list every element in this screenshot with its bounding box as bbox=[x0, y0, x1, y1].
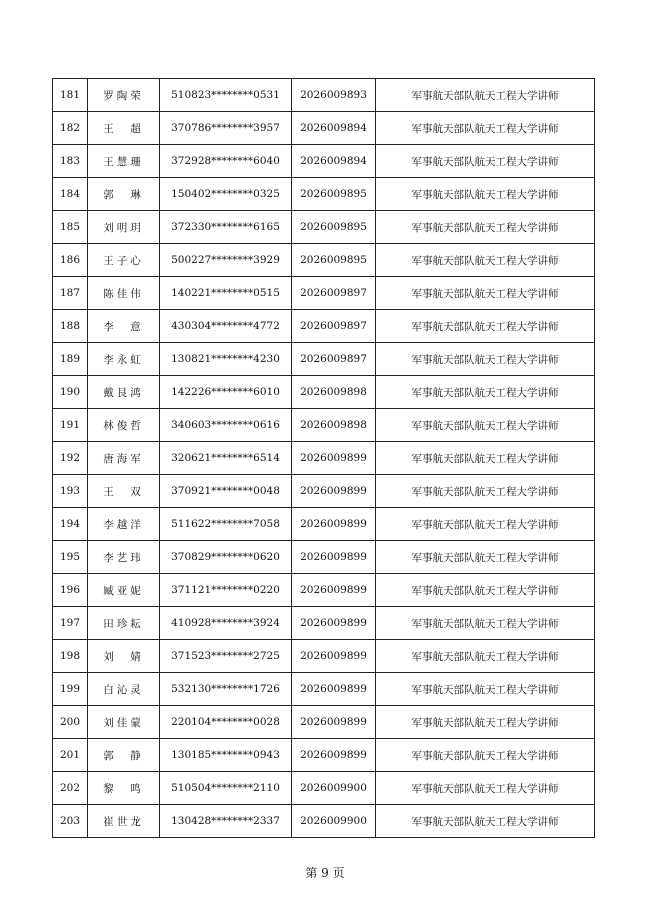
name-cell: 臧亚妮 bbox=[88, 574, 160, 607]
name-cell: 罗陶荣 bbox=[88, 79, 160, 112]
id-number-cell: 370921********0048 bbox=[160, 475, 292, 508]
exam-code-cell: 2026009900 bbox=[292, 805, 376, 838]
row-number-cell: 194 bbox=[53, 508, 88, 541]
exam-code-cell: 2026009899 bbox=[292, 673, 376, 706]
id-number-cell: 220104********0028 bbox=[160, 706, 292, 739]
exam-code-cell: 2026009899 bbox=[292, 706, 376, 739]
unit-position-cell: 军事航天部队航天工程大学讲师 bbox=[376, 739, 595, 772]
table-row bbox=[53, 178, 595, 211]
row-number-cell: 188 bbox=[53, 310, 88, 343]
exam-code-cell: 2026009897 bbox=[292, 343, 376, 376]
name-cell: 田珍耘 bbox=[88, 607, 160, 640]
row-number-cell: 192 bbox=[53, 442, 88, 475]
table-row bbox=[53, 112, 595, 145]
id-number-cell: 372928********6040 bbox=[160, 145, 292, 178]
name-cell: 王 超 bbox=[88, 112, 160, 145]
row-number-cell: 182 bbox=[53, 112, 88, 145]
id-number-cell: 511622********7058 bbox=[160, 508, 292, 541]
id-number-cell: 142226********6010 bbox=[160, 376, 292, 409]
name-cell: 刘明玥 bbox=[88, 211, 160, 244]
table-row bbox=[53, 211, 595, 244]
candidate-table bbox=[52, 78, 595, 838]
name-cell: 唐海军 bbox=[88, 442, 160, 475]
row-number-cell: 198 bbox=[53, 640, 88, 673]
exam-code-cell: 2026009899 bbox=[292, 739, 376, 772]
table-row bbox=[53, 79, 595, 112]
unit-position-cell: 军事航天部队航天工程大学讲师 bbox=[376, 475, 595, 508]
exam-code-cell: 2026009897 bbox=[292, 310, 376, 343]
unit-position-cell: 军事航天部队航天工程大学讲师 bbox=[376, 541, 595, 574]
unit-position-cell: 军事航天部队航天工程大学讲师 bbox=[376, 640, 595, 673]
row-number-cell: 185 bbox=[53, 211, 88, 244]
name-cell: 王慧珊 bbox=[88, 145, 160, 178]
row-number-cell: 203 bbox=[53, 805, 88, 838]
table-row bbox=[53, 310, 595, 343]
exam-code-cell: 2026009899 bbox=[292, 640, 376, 673]
unit-position-cell: 军事航天部队航天工程大学讲师 bbox=[376, 442, 595, 475]
table-row bbox=[53, 475, 595, 508]
name-cell: 戴艮鸿 bbox=[88, 376, 160, 409]
table-row bbox=[53, 706, 595, 739]
name-cell: 白沁灵 bbox=[88, 673, 160, 706]
table-body bbox=[53, 79, 595, 838]
id-number-cell: 140221********0515 bbox=[160, 277, 292, 310]
unit-position-cell: 军事航天部队航天工程大学讲师 bbox=[376, 277, 595, 310]
id-number-cell: 510823********0531 bbox=[160, 79, 292, 112]
name-cell: 李 意 bbox=[88, 310, 160, 343]
id-number-cell: 320621********6514 bbox=[160, 442, 292, 475]
name-cell: 郭 琳 bbox=[88, 178, 160, 211]
id-number-cell: 370829********0620 bbox=[160, 541, 292, 574]
table-row bbox=[53, 772, 595, 805]
row-number-cell: 190 bbox=[53, 376, 88, 409]
exam-code-cell: 2026009897 bbox=[292, 277, 376, 310]
id-number-cell: 371121********0220 bbox=[160, 574, 292, 607]
name-cell: 王 双 bbox=[88, 475, 160, 508]
exam-code-cell: 2026009899 bbox=[292, 442, 376, 475]
table-row bbox=[53, 640, 595, 673]
id-number-cell: 340603********0616 bbox=[160, 409, 292, 442]
name-cell: 崔世龙 bbox=[88, 805, 160, 838]
id-number-cell: 510504********2110 bbox=[160, 772, 292, 805]
page-number: 第 9 页 bbox=[305, 866, 345, 880]
exam-code-cell: 2026009898 bbox=[292, 409, 376, 442]
id-number-cell: 150402********0325 bbox=[160, 178, 292, 211]
row-number-cell: 181 bbox=[53, 79, 88, 112]
name-cell: 刘佳蒙 bbox=[88, 706, 160, 739]
exam-code-cell: 2026009898 bbox=[292, 376, 376, 409]
row-number-cell: 200 bbox=[53, 706, 88, 739]
unit-position-cell: 军事航天部队航天工程大学讲师 bbox=[376, 772, 595, 805]
row-number-cell: 199 bbox=[53, 673, 88, 706]
exam-code-cell: 2026009894 bbox=[292, 112, 376, 145]
unit-position-cell: 军事航天部队航天工程大学讲师 bbox=[376, 112, 595, 145]
id-number-cell: 130428********2337 bbox=[160, 805, 292, 838]
table-row bbox=[53, 442, 595, 475]
table-row bbox=[53, 607, 595, 640]
unit-position-cell: 军事航天部队航天工程大学讲师 bbox=[376, 376, 595, 409]
name-cell: 刘 婧 bbox=[88, 640, 160, 673]
row-number-cell: 184 bbox=[53, 178, 88, 211]
unit-position-cell: 军事航天部队航天工程大学讲师 bbox=[376, 178, 595, 211]
name-cell: 王子心 bbox=[88, 244, 160, 277]
row-number-cell: 202 bbox=[53, 772, 88, 805]
id-number-cell: 130185********0943 bbox=[160, 739, 292, 772]
row-number-cell: 196 bbox=[53, 574, 88, 607]
unit-position-cell: 军事航天部队航天工程大学讲师 bbox=[376, 244, 595, 277]
unit-position-cell: 军事航天部队航天工程大学讲师 bbox=[376, 508, 595, 541]
id-number-cell: 372330********6165 bbox=[160, 211, 292, 244]
row-number-cell: 189 bbox=[53, 343, 88, 376]
id-number-cell: 370786********3957 bbox=[160, 112, 292, 145]
exam-code-cell: 2026009895 bbox=[292, 211, 376, 244]
row-number-cell: 193 bbox=[53, 475, 88, 508]
name-cell: 林俊哲 bbox=[88, 409, 160, 442]
row-number-cell: 195 bbox=[53, 541, 88, 574]
table-row bbox=[53, 541, 595, 574]
exam-code-cell: 2026009899 bbox=[292, 475, 376, 508]
id-number-cell: 130821********4230 bbox=[160, 343, 292, 376]
row-number-cell: 201 bbox=[53, 739, 88, 772]
exam-code-cell: 2026009899 bbox=[292, 541, 376, 574]
exam-code-cell: 2026009900 bbox=[292, 772, 376, 805]
unit-position-cell: 军事航天部队航天工程大学讲师 bbox=[376, 310, 595, 343]
name-cell: 陈佳伟 bbox=[88, 277, 160, 310]
exam-code-cell: 2026009899 bbox=[292, 508, 376, 541]
table-row bbox=[53, 673, 595, 706]
table-row bbox=[53, 805, 595, 838]
exam-code-cell: 2026009899 bbox=[292, 574, 376, 607]
name-cell: 黎 鸣 bbox=[88, 772, 160, 805]
id-number-cell: 430304********4772 bbox=[160, 310, 292, 343]
table-row bbox=[53, 409, 595, 442]
table-row bbox=[53, 145, 595, 178]
unit-position-cell: 军事航天部队航天工程大学讲师 bbox=[376, 79, 595, 112]
table-row bbox=[53, 376, 595, 409]
unit-position-cell: 军事航天部队航天工程大学讲师 bbox=[376, 409, 595, 442]
table-row bbox=[53, 508, 595, 541]
id-number-cell: 500227********3929 bbox=[160, 244, 292, 277]
id-number-cell: 410928********3924 bbox=[160, 607, 292, 640]
unit-position-cell: 军事航天部队航天工程大学讲师 bbox=[376, 211, 595, 244]
id-number-cell: 532130********1726 bbox=[160, 673, 292, 706]
row-number-cell: 197 bbox=[53, 607, 88, 640]
exam-code-cell: 2026009895 bbox=[292, 244, 376, 277]
table-row bbox=[53, 343, 595, 376]
unit-position-cell: 军事航天部队航天工程大学讲师 bbox=[376, 706, 595, 739]
name-cell: 李艺玮 bbox=[88, 541, 160, 574]
row-number-cell: 183 bbox=[53, 145, 88, 178]
table-row bbox=[53, 277, 595, 310]
unit-position-cell: 军事航天部队航天工程大学讲师 bbox=[376, 607, 595, 640]
unit-position-cell: 军事航天部队航天工程大学讲师 bbox=[376, 574, 595, 607]
name-cell: 郭 静 bbox=[88, 739, 160, 772]
unit-position-cell: 军事航天部队航天工程大学讲师 bbox=[376, 343, 595, 376]
unit-position-cell: 军事航天部队航天工程大学讲师 bbox=[376, 805, 595, 838]
table-row bbox=[53, 739, 595, 772]
exam-code-cell: 2026009895 bbox=[292, 178, 376, 211]
row-number-cell: 186 bbox=[53, 244, 88, 277]
id-number-cell: 371523********2725 bbox=[160, 640, 292, 673]
row-number-cell: 187 bbox=[53, 277, 88, 310]
name-cell: 李永虹 bbox=[88, 343, 160, 376]
unit-position-cell: 军事航天部队航天工程大学讲师 bbox=[376, 145, 595, 178]
unit-position-cell: 军事航天部队航天工程大学讲师 bbox=[376, 673, 595, 706]
exam-code-cell: 2026009893 bbox=[292, 79, 376, 112]
exam-code-cell: 2026009894 bbox=[292, 145, 376, 178]
table-row bbox=[53, 244, 595, 277]
row-number-cell: 191 bbox=[53, 409, 88, 442]
table-row bbox=[53, 574, 595, 607]
exam-code-cell: 2026009899 bbox=[292, 607, 376, 640]
name-cell: 李越洋 bbox=[88, 508, 160, 541]
